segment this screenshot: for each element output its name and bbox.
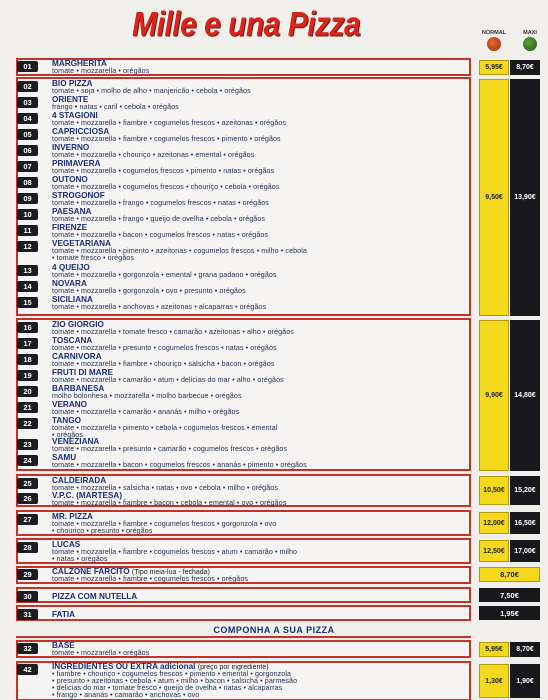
list-item — [0, 111, 470, 127]
item-name: FRUTI DI MARE — [52, 368, 113, 377]
item-number: 01 — [17, 61, 38, 72]
item-number: 26 — [17, 493, 38, 504]
item-ingredients: tomate • mozzarella • salsicha • natas • ovo • cebola • milho • orégãos — [52, 484, 278, 492]
size-legend — [478, 30, 546, 54]
item-ingredients: molho bolonhesa • mozzarella • molho barbecue • orégãos — [52, 392, 242, 400]
item-name: V.P.C. (MARTESA) — [52, 491, 123, 500]
price-maxi-group-16-24: 14,80€ — [510, 320, 540, 471]
price-normal-01: 5,95€ — [479, 60, 509, 75]
item-number: 02 — [17, 81, 38, 92]
item-ingredients: tomate • mozzarella • gorgonzola • emental • grana padano • orégãos — [52, 271, 277, 279]
list-item — [0, 207, 470, 223]
item-ingredients: tomate • mozzarella • fiambre • cogumelos frescos • orégãos — [52, 575, 249, 583]
item-ingredients: tomate • mozzarella • fiambre • cogumelos frescos • pimento • orégãos — [52, 135, 281, 143]
item-name: VENEZIANA — [52, 437, 100, 446]
list-item — [0, 512, 470, 535]
list-item — [0, 59, 470, 75]
item-ingredients-2: • chouriço • presunto • orégãos — [52, 527, 153, 535]
item-name: TANGO — [52, 416, 81, 425]
item-ingredients: tomate • mozzarella • gorgonzola • ovo • presunto • orégãos — [52, 287, 246, 295]
pizza-maxi-icon — [523, 37, 537, 51]
item-number: 10 — [17, 209, 38, 220]
list-item — [0, 143, 470, 159]
item-ingredients: tomate • mozzarella • anchovas • azeitonas • alcaparras • orégãos — [52, 303, 267, 311]
item-name: PAESANA — [52, 207, 92, 216]
item-ingredients: tomate • mozzarella • camarão • ananás • milho • orégãos — [52, 408, 240, 416]
item-ingredients: tomate • mozzarella • bacon • cogumelos frescos • natas • orégãos — [52, 231, 269, 239]
list-item — [0, 320, 470, 336]
compose-divider — [16, 636, 471, 638]
item-ingredients: tomate • mozzarella • fiambre • chouriço • salsicha • bacon • orégãos — [52, 360, 275, 368]
price-normal-27: 12,00€ — [479, 512, 509, 534]
size-maxi-label: MAXI — [514, 30, 546, 51]
item-ingredients: tomate • mozzarella • frango • cogumelos frescos • natas • orégãos — [52, 199, 269, 207]
price-normal-base: 5,95€ — [479, 642, 509, 657]
list-item — [0, 567, 470, 583]
item-ingredients: tomate • mozzarella • bacon • cogumelos frescos • ananás • pimento • orégãos — [52, 461, 307, 469]
item-name: ORIENTE — [52, 95, 89, 104]
list-item — [0, 607, 470, 623]
item-name: CARNIVORA — [52, 352, 102, 361]
item-ingredients: frango • natas • caril • cebola • orégãos — [52, 103, 179, 111]
price-maxi-base: 8,70€ — [510, 642, 540, 657]
list-item — [0, 476, 470, 492]
item-number: 16 — [17, 322, 38, 333]
list-item — [0, 95, 470, 111]
item-number: 30 — [17, 591, 38, 602]
compose-title: COMPONHA A SUA PIZZA — [213, 625, 335, 635]
price-maxi-group-02-15: 13,90€ — [510, 79, 540, 316]
item-number: 06 — [17, 145, 38, 156]
item-number: 07 — [17, 161, 38, 172]
item-name: PIZZA COM NUTELLA — [52, 592, 138, 601]
item-number: 25 — [17, 478, 38, 489]
list-item — [0, 159, 470, 175]
item-number: 03 — [17, 97, 38, 108]
price-normal-group-02-15: 9,50€ — [479, 79, 509, 316]
item-number: 22 — [17, 418, 38, 429]
item-name: SICILIANA — [52, 295, 93, 304]
item-ingredients: tomate • mozzarella • fiambre • cogumelos frescos • gorgonzola • ovo — [52, 520, 277, 528]
item-name: VERANO — [52, 400, 88, 409]
item-ingredients: tomate • mozzarella • pimento • azeitonas • cogumelos frescos • milho • cebola — [52, 247, 307, 255]
item-name: 4 QUEIJO — [52, 263, 90, 272]
item-ingredients: tomate • mozzarella • orégãos — [52, 649, 150, 657]
item-name: ZIO GIORGIO — [52, 320, 104, 329]
price-31: 1,95€ — [479, 606, 540, 620]
list-item — [0, 263, 470, 279]
item-name: OUTONO — [52, 175, 88, 184]
item-name: TOSCANA — [52, 336, 93, 345]
page-title: Mille e una Pizza — [132, 5, 361, 44]
list-item — [0, 175, 470, 191]
item-ingredients: • fiambre • chouriço • cogumelos frescos • pimento • emental • gorgonzola — [52, 670, 292, 678]
item-number: 12 — [17, 241, 38, 252]
item-ingredients: tomate • mozzarella • fiambre • cogumelos frescos • atum • camarão • milho — [52, 548, 298, 556]
list-item — [0, 79, 470, 95]
item-name: STROGONOF — [52, 191, 105, 200]
price-maxi-01: 8,70€ — [510, 60, 540, 75]
size-normal-label: NORMAL — [478, 30, 510, 51]
price-maxi-25-26: 15,20€ — [510, 476, 540, 505]
item-ingredients-2: • tomate fresco • orégãos — [52, 254, 134, 262]
item-name: LUCAS — [52, 540, 81, 549]
item-ingredients-2: • natas • orégãos — [52, 555, 108, 563]
item-name: INVERNO — [52, 143, 90, 152]
list-item — [0, 191, 470, 207]
item-number: 15 — [17, 297, 38, 308]
item-name: NOVARA — [52, 279, 87, 288]
item-ingredients: tomate • mozzarella • cogumelos frescos • pimento • natas • orégãos — [52, 167, 275, 175]
list-item — [0, 437, 470, 453]
item-ingredients-4: • frango • ananás • camarão • anchovas • ovo — [52, 691, 200, 699]
item-ingredients: tomate • mozzarella • chouriço • azeitonas • emental • orégãos — [52, 151, 255, 159]
item-name: FIRENZE — [52, 223, 88, 232]
item-name: CALZONE FARCITO (Tipo meia-lua - fechada) — [52, 567, 210, 576]
list-item — [0, 400, 470, 416]
item-number: 04 — [17, 113, 38, 124]
item-ingredients: tomate • mozzarella • frango • queijo de ovelha • cebola • orégãos — [52, 215, 266, 223]
item-name: CAPRICCIOSA — [52, 127, 110, 136]
price-maxi-27: 16,50€ — [510, 512, 540, 534]
item-name: BIO PIZZA — [52, 79, 93, 88]
list-item — [0, 239, 470, 262]
item-ingredients: tomate • mozzarella • fiambre • cogumelos frescos • azeitonas • orégãos — [52, 119, 287, 127]
item-ingredients: tomate • mozzarella • presunto • camarão • cogumelos frescos • orégãos — [52, 445, 288, 453]
item-name: INGREDIENTES OU EXTRA adicional (preço por ingrediente) — [52, 662, 269, 671]
header — [0, 0, 548, 56]
item-number: 42 — [17, 664, 38, 675]
price-29: 8,70€ — [479, 567, 540, 582]
item-number: 31 — [17, 609, 38, 620]
item-ingredients-2: • orégãos — [52, 431, 83, 439]
item-name: BARBANESA — [52, 384, 105, 393]
item-number: 28 — [17, 542, 38, 553]
item-ingredients: tomate • mozzarella • fiambre • bacon • cebola • emental • ovo • orégãos — [52, 499, 287, 507]
item-name: MR. PIZZA — [52, 512, 93, 521]
item-number: 27 — [17, 514, 38, 525]
item-ingredients: tomate • mozzarella • presunto • cogumelos frescos • natas • orégãos — [52, 344, 277, 352]
list-item-extra — [0, 662, 470, 700]
item-number: 13 — [17, 265, 38, 276]
item-number: 24 — [17, 455, 38, 466]
list-item — [0, 352, 470, 368]
item-name: MARGHERITA — [52, 59, 107, 68]
item-number: 05 — [17, 129, 38, 140]
pizza-normal-icon — [487, 37, 501, 51]
item-ingredients: tomate • mozzarella • pimento • cebola • cogumelos frescos • emental — [52, 424, 278, 432]
list-item — [0, 295, 470, 311]
item-ingredients: tomate • soja • molho de alho • manjericão • cebola • orégãos — [52, 87, 251, 95]
list-item — [0, 336, 470, 352]
item-ingredients-2: • presunto • azeitonas • cebola • atum • milho • bacon • salsicha • parmesão — [52, 677, 298, 685]
item-number: 32 — [17, 643, 38, 654]
item-number: 19 — [17, 370, 38, 381]
item-name: CALDEIRADA — [52, 476, 107, 485]
item-name: FATIA — [52, 610, 76, 619]
item-number: 29 — [17, 569, 38, 580]
item-ingredients: tomate • mozzarella • camarão • atum • delicias do mar • alho • orégãos — [52, 376, 284, 384]
item-name: BASE — [52, 641, 75, 650]
price-30: 7,50€ — [479, 588, 540, 602]
item-number: 21 — [17, 402, 38, 413]
price-normal-extra: 1,30€ — [479, 664, 509, 698]
item-number: 11 — [17, 225, 38, 236]
item-ingredients-3: • delicias do mar • tomate fresco • queijo de ovelha • natas • alcaparras — [52, 684, 283, 692]
list-item — [0, 368, 470, 384]
item-name: 4 STAGIONI — [52, 111, 98, 120]
item-number: 18 — [17, 354, 38, 365]
price-maxi-extra: 1,90€ — [510, 664, 540, 698]
list-item — [0, 453, 470, 469]
price-normal-group-16-24: 9,90€ — [479, 320, 509, 471]
list-item — [0, 279, 470, 295]
list-item — [0, 540, 470, 563]
price-normal-28: 12,50€ — [479, 540, 509, 562]
list-item — [0, 384, 470, 400]
item-name: VEGETARIANA — [52, 239, 111, 248]
item-number: 20 — [17, 386, 38, 397]
item-number: 08 — [17, 177, 38, 188]
item-name: PRIMAVERA — [52, 159, 101, 168]
item-name: SAMU — [52, 453, 77, 462]
list-item — [0, 589, 470, 605]
list-item — [0, 127, 470, 143]
price-maxi-28: 17,00€ — [510, 540, 540, 562]
list-item — [0, 223, 470, 239]
list-item — [0, 416, 470, 439]
list-item — [0, 491, 470, 507]
item-ingredients: tomate • mozzarella • orégãos — [52, 67, 150, 75]
item-number: 23 — [17, 439, 38, 450]
item-ingredients: tomate • mozzarella • cogumelos frescos • chouriço • cebola • orégãos — [52, 183, 280, 191]
item-number: 09 — [17, 193, 38, 204]
list-item-base — [0, 641, 470, 657]
price-normal-25-26: 10,50€ — [479, 476, 509, 505]
item-number: 17 — [17, 338, 38, 349]
item-number: 14 — [17, 281, 38, 292]
item-ingredients: tomate • mozzarella • tomate fresco • camarão • azeitonas • alho • orégãos — [52, 328, 294, 336]
